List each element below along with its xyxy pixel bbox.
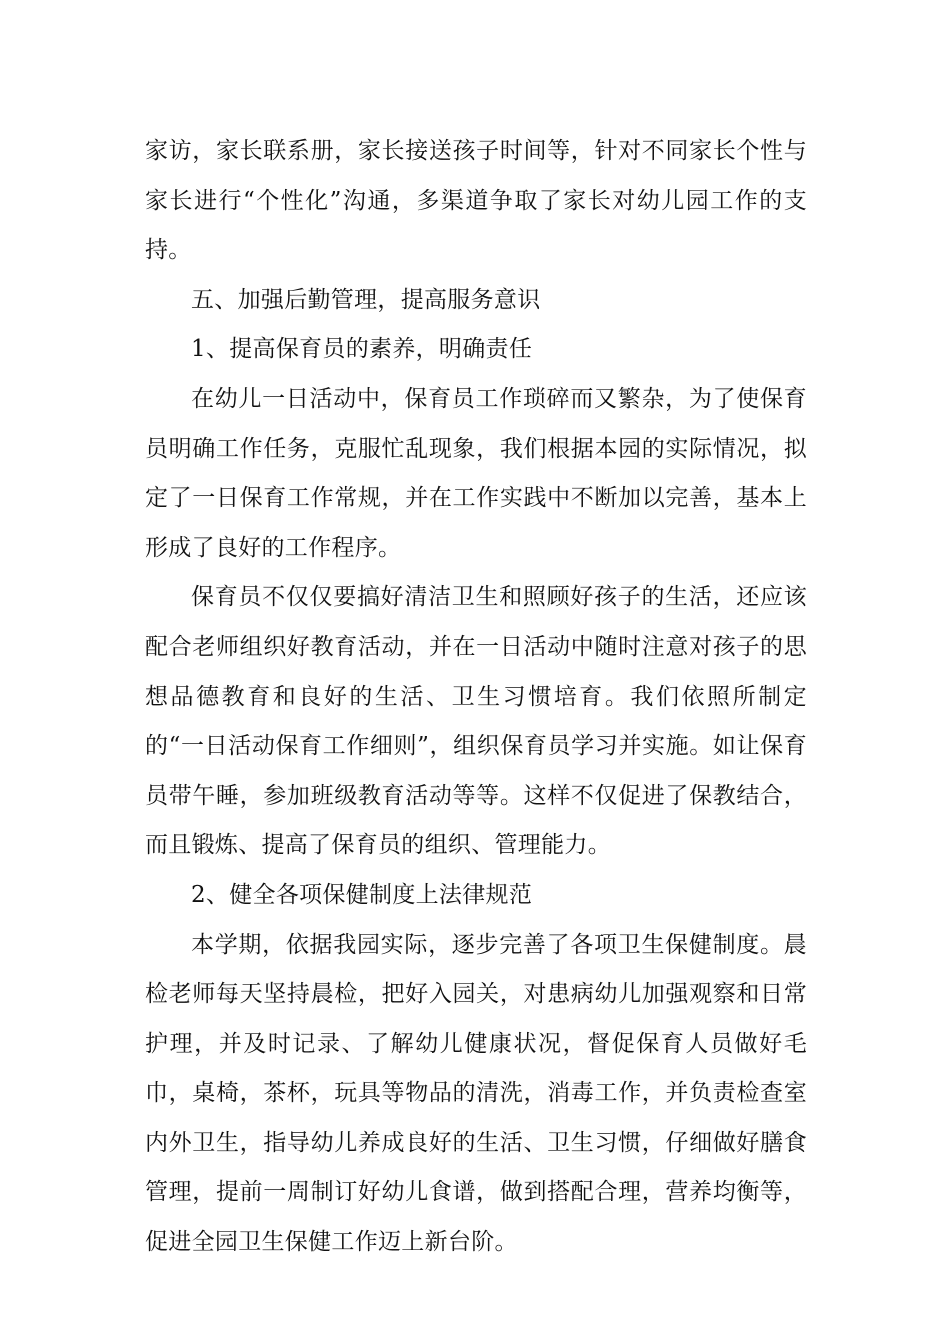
section-heading-five: 五、加强后勤管理，提高服务意识 xyxy=(191,286,541,313)
subsection-heading-2: 2、健全各项保健制度上法律规范 xyxy=(191,881,533,908)
paragraph: 保育员不仅仅要搞好清洁卫生和照顾好孩子的生活，还应该配合老师组织好教育活动，并在一日活动中随时注意对孩子的思想品德教育和良好的生活、卫生习惯培育。我们依照所制定的“一日活动保育工作细则”，组织保育员学习并实施。如让保育员带午睡，参加班级教育活动等等。这样不仅促进了保教结合，而且锻炼、提高了保育员的组织、管理能力。 xyxy=(145,584,807,859)
document-body xyxy=(145,127,807,1268)
paragraph-continuation: 家访，家长联系册，家长接送孩子时间等，针对不同家长个性与家长进行“个性化”沟通，多渠道争取了家长对幼儿园工作的支持。 xyxy=(145,138,807,264)
paragraph: 本学期，依据我园实际，逐步完善了各项卫生保健制度。晨检老师每天坚持晨检，把好入园关，对患病幼儿加强观察和日常护理，并及时记录、了解幼儿健康状况，督促保育人员做好毛巾，桌椅，茶杯，玩具等物品的清洗，消毒工作，并负责检查室内外卫生，指导幼儿养成良好的生活、卫生习惯，仔细做好膳食管理，提前一周制订好幼儿食谱，做到搭配合理，营养均衡等，促进全园卫生保健工作迈上新台阶。 xyxy=(145,931,807,1256)
paragraph: 在幼儿一日活动中，保育员工作琐碎而又繁杂，为了使保育员明确工作任务，克服忙乱现象，我们根据本园的实际情况，拟定了一日保育工作常规，并在工作实践中不断加以完善，基本上形成了良好的工作程序。 xyxy=(145,385,807,561)
subsection-heading-1: 1、提高保育员的素养，明确责任 xyxy=(191,336,533,363)
